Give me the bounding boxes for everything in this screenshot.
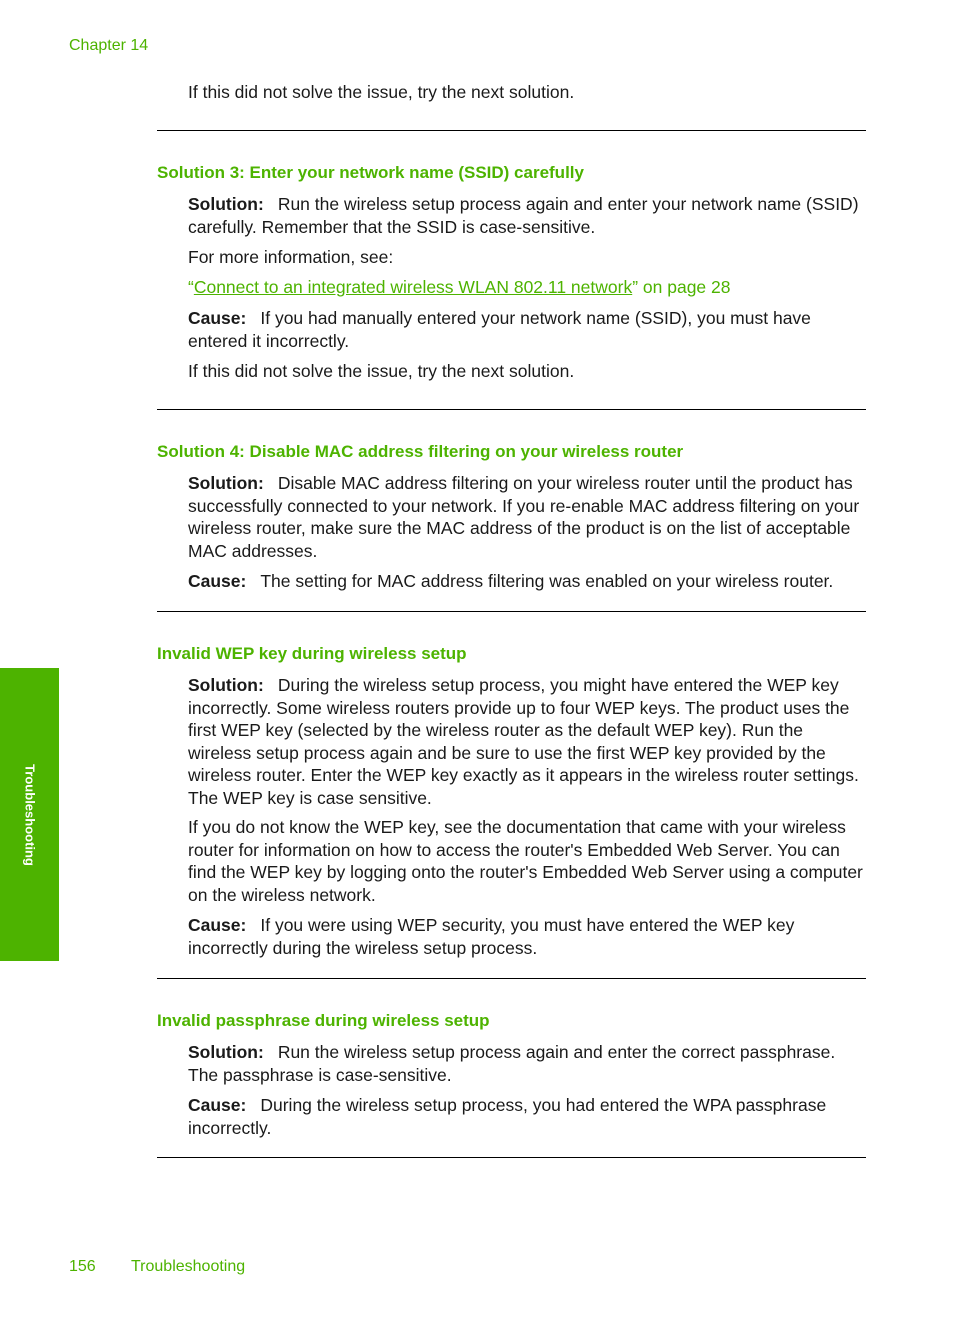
cause-paragraph	[188, 307, 868, 352]
link-suffix: ” on page 28	[632, 277, 731, 297]
divider	[157, 1157, 866, 1158]
next-solution-text: If this did not solve the issue, try the next solution.	[188, 361, 575, 381]
more-info-text: For more information, see:	[188, 247, 394, 267]
chapter-label: Chapter 14	[69, 37, 149, 54]
cross-reference-link[interactable]	[188, 276, 868, 299]
cause-paragraph	[188, 570, 868, 593]
cause-paragraph	[188, 1094, 868, 1139]
link-text[interactable]: Connect to an integrated wireless WLAN 802.11 network	[193, 277, 633, 297]
intro-text: If this did not solve the issue, try the next solution.	[188, 82, 575, 102]
side-tab-label: Troubleshooting	[22, 763, 37, 866]
side-tab	[0, 668, 59, 961]
cause-text: During the wireless setup process, you had entered the WPA passphrase incorrectly.	[188, 1095, 827, 1138]
solution-text: Run the wireless setup process again and enter your network name (SSID) carefully. Remember that the SSID is case-sensitive.	[188, 194, 859, 237]
solution-label: Solution:	[188, 473, 264, 493]
solution-text: Disable MAC address filtering on your wireless router until the product has successfully connected to your network. If you re-enable MAC address filtering on your wireless router, make sure the MAC address of the product is on the list of acceptable MAC addresses.	[188, 473, 860, 561]
solution-text: During the wireless setup process, you might have entered the WEP key incorrectly. Some wireless routers provide up to four WEP keys. The product uses the first WEP key (selected by the wireless router as the default WEP key). Run the wireless setup process again and be sure to use the first WEP key provided by the wireless router. Enter the WEP key exactly as it appears in the wireless router settings. The WEP key is case sensitive.	[188, 675, 859, 808]
divider	[157, 409, 866, 410]
link-open-quote: “	[188, 277, 194, 297]
cause-text: If you were using WEP security, you must have entered the WEP key incorrectly during the wireless setup process.	[188, 915, 795, 958]
cause-label: Cause:	[188, 571, 247, 591]
solution-label: Solution:	[188, 194, 264, 214]
cause-paragraph	[188, 914, 868, 959]
solution-paragraph	[188, 193, 868, 238]
cause-text: The setting for MAC address filtering was enabled on your wireless router.	[260, 571, 834, 591]
solution-paragraph	[188, 472, 868, 562]
solution-label: Solution:	[188, 675, 264, 695]
solution-label: Solution:	[188, 1042, 264, 1062]
solution-text: Run the wireless setup process again and enter the correct passphrase. The passphrase is case-sensitive.	[188, 1042, 836, 1085]
section-heading-invalid-wep-key: Invalid WEP key during wireless setup	[157, 644, 467, 663]
solution-paragraph	[188, 1041, 868, 1086]
cause-label: Cause:	[188, 308, 247, 328]
divider	[157, 978, 866, 979]
section-heading-solution-4: Solution 4: Disable MAC address filtering on your wireless router	[157, 442, 684, 461]
solution-paragraph	[188, 674, 868, 809]
footer-page-number: 156	[69, 1258, 96, 1275]
section-heading-solution-3: Solution 3: Enter your network name (SSID) carefully	[157, 163, 584, 182]
footer-section-title: Troubleshooting	[131, 1258, 246, 1275]
cause-label: Cause:	[188, 915, 247, 935]
divider	[157, 611, 866, 612]
cause-label: Cause:	[188, 1095, 247, 1115]
extra-paragraph: If you do not know the WEP key, see the documentation that came with your wireless router for information on how to access the router's Embedded Web Server. You can find the WEP key by logging onto the router's Embedded Web Server using a computer on the wireless network.	[188, 817, 863, 905]
divider	[157, 130, 866, 131]
cause-text: If you had manually entered your network name (SSID), you must have entered it incorrectly.	[188, 308, 811, 351]
section-heading-invalid-passphrase: Invalid passphrase during wireless setup	[157, 1011, 490, 1030]
